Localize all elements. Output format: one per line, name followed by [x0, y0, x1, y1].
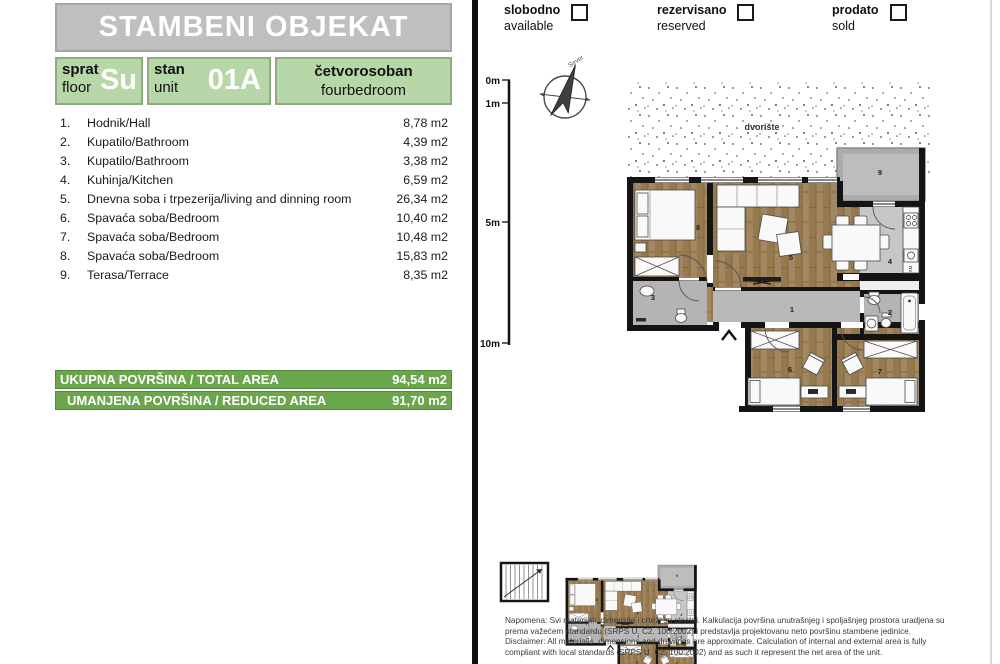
room-name: Spavaća soba/Bedroom — [87, 248, 220, 263]
disclaimer-line-3: Disclaimer: All materialls, dimensions and drawings are approximate. Calculation of internal and external area is fully — [505, 637, 927, 647]
compass-north-label: Sever — [567, 54, 586, 70]
room-area: 6,59 m2 — [403, 172, 448, 187]
floor-plan-panel — [478, 0, 1000, 664]
scale-bar — [480, 76, 510, 350]
tv — [743, 277, 781, 282]
total-area-label: UKUPNA POVRŠINA / TOTAL AREA — [60, 372, 279, 387]
room-number: 1. — [60, 115, 71, 130]
table-row — [60, 246, 448, 265]
room-area: 3,38 m2 — [403, 153, 448, 168]
kitchen-fixtures — [903, 207, 919, 273]
floor-value: Su — [99, 64, 137, 96]
hallway-floor — [713, 287, 860, 322]
building-title-header — [55, 3, 452, 52]
room-name: Kupatilo/Bathroom — [87, 134, 189, 149]
disclaimer-text — [505, 616, 981, 659]
reduced-area-value: 91,70 m2 — [392, 393, 447, 408]
type-labels — [277, 59, 450, 103]
type-label-en: fourbedroom — [320, 82, 407, 99]
unit-label-en: unit — [154, 79, 179, 96]
legend-sold-sr: prodato — [832, 3, 879, 17]
room-area: 15,83 m2 — [396, 248, 448, 263]
room-name: Hodnik/Hall — [87, 115, 151, 130]
plan-room-5: 5 — [788, 253, 794, 262]
floor-label-en: floor — [62, 79, 92, 96]
plan-room-9: 9 — [877, 168, 883, 177]
room-area: 10,40 m2 — [396, 210, 448, 225]
table-row — [60, 189, 448, 208]
plan-room-3: 3 — [650, 293, 656, 302]
room-name: Kupatilo/Bathroom — [87, 153, 189, 168]
table-row — [60, 113, 448, 132]
disclaimer-line-1: Napomena: Svi materijali, dimenzije i crteži su okvirni. Kalkulacija površina unutrašnjeg i spoljašnjeg prostora uradjena su — [505, 616, 945, 625]
legend-available-en: available — [504, 19, 554, 33]
washing-machine-label: SM — [908, 265, 913, 273]
room-number: 6. — [60, 210, 71, 225]
plan-room-2: 2 — [887, 308, 893, 317]
table-row — [60, 151, 448, 170]
room-name: Dnevna soba i trpezerija/living and dinning room — [87, 191, 352, 206]
total-area-bar — [55, 370, 452, 389]
plan-room-8: 8 — [695, 223, 701, 232]
table-row — [60, 265, 448, 284]
entrance-arrow-icon — [722, 331, 736, 340]
room-name: Spavaća soba/Bedroom — [87, 229, 220, 244]
legend-sold-en: sold — [832, 19, 855, 33]
floor-labels — [62, 61, 99, 97]
disclaimer-line-2: prema važećem standardu (SRPS U. C2. 100:2002) i predstavlja projektovanu neto površinu stambene jedinice. — [505, 626, 911, 636]
room-name: Spavaća soba/Bedroom — [87, 210, 220, 225]
table-row — [60, 132, 448, 151]
scale-10m: 10m — [479, 339, 500, 350]
table-row — [60, 170, 448, 189]
room-area: 8,78 m2 — [403, 115, 448, 130]
total-area-value: 94,54 m2 — [392, 372, 447, 387]
table-row — [60, 227, 448, 246]
floor-info-box — [55, 57, 143, 105]
scale-0m: 0m — [485, 76, 500, 87]
unit-label-sr: stan — [154, 61, 185, 78]
legend-reserved-sr: rezervisano — [657, 3, 727, 17]
floor-plan — [478, 0, 1000, 664]
totals-section — [55, 370, 452, 412]
courtyard-label: dvorište — [744, 122, 780, 132]
plan-room-6: 6 — [787, 365, 793, 374]
reduced-area-bar — [55, 391, 452, 410]
room-area: 8,35 m2 — [403, 267, 448, 282]
compass-icon — [534, 54, 599, 126]
scale-1m: 1m — [485, 99, 500, 110]
legend-reserved-en: reserved — [657, 19, 706, 33]
disclaimer-line-4: compliant with local standards (SRPS U. C2. 100:2002) and as such it represent the net area of the unit. — [505, 647, 883, 657]
legend-available-sr: slobodno — [504, 3, 561, 17]
scale-5m: 5m — [485, 218, 500, 229]
room-area: 4,39 m2 — [403, 134, 448, 149]
plan-room-7: 7 — [877, 367, 883, 376]
room-number: 2. — [60, 134, 71, 149]
room-number: 4. — [60, 172, 71, 187]
room-number: 5. — [60, 191, 71, 206]
unit-info-panel — [0, 0, 472, 664]
type-label-sr: četvorosoban — [314, 63, 413, 80]
table-row — [60, 208, 448, 227]
unit-labels — [154, 61, 185, 97]
room-number: 3. — [60, 153, 71, 168]
type-info-box — [275, 57, 452, 105]
room-number: 7. — [60, 229, 71, 244]
room-name: Terasa/Terrace — [87, 267, 169, 282]
room-number: 9. — [60, 267, 71, 282]
unit-value: 01A — [207, 64, 261, 96]
plan-room-1: 1 — [789, 305, 795, 314]
staircase — [501, 563, 548, 601]
plan-room-4: 4 — [887, 257, 893, 266]
unit-info-box — [147, 57, 271, 105]
room-area: 26,34 m2 — [396, 191, 448, 206]
apartment-plan — [627, 148, 925, 412]
room-name: Kuhinja/Kitchen — [87, 172, 174, 187]
page-title: STAMBENI OBJEKAT — [98, 11, 409, 43]
room-area: 10,48 m2 — [396, 229, 448, 244]
room-list — [60, 113, 448, 284]
reduced-area-label: UMANJENA POVRŠINA / REDUCED AREA — [67, 393, 327, 408]
room-number: 8. — [60, 248, 71, 263]
floor-label-sr: sprat — [62, 61, 99, 78]
